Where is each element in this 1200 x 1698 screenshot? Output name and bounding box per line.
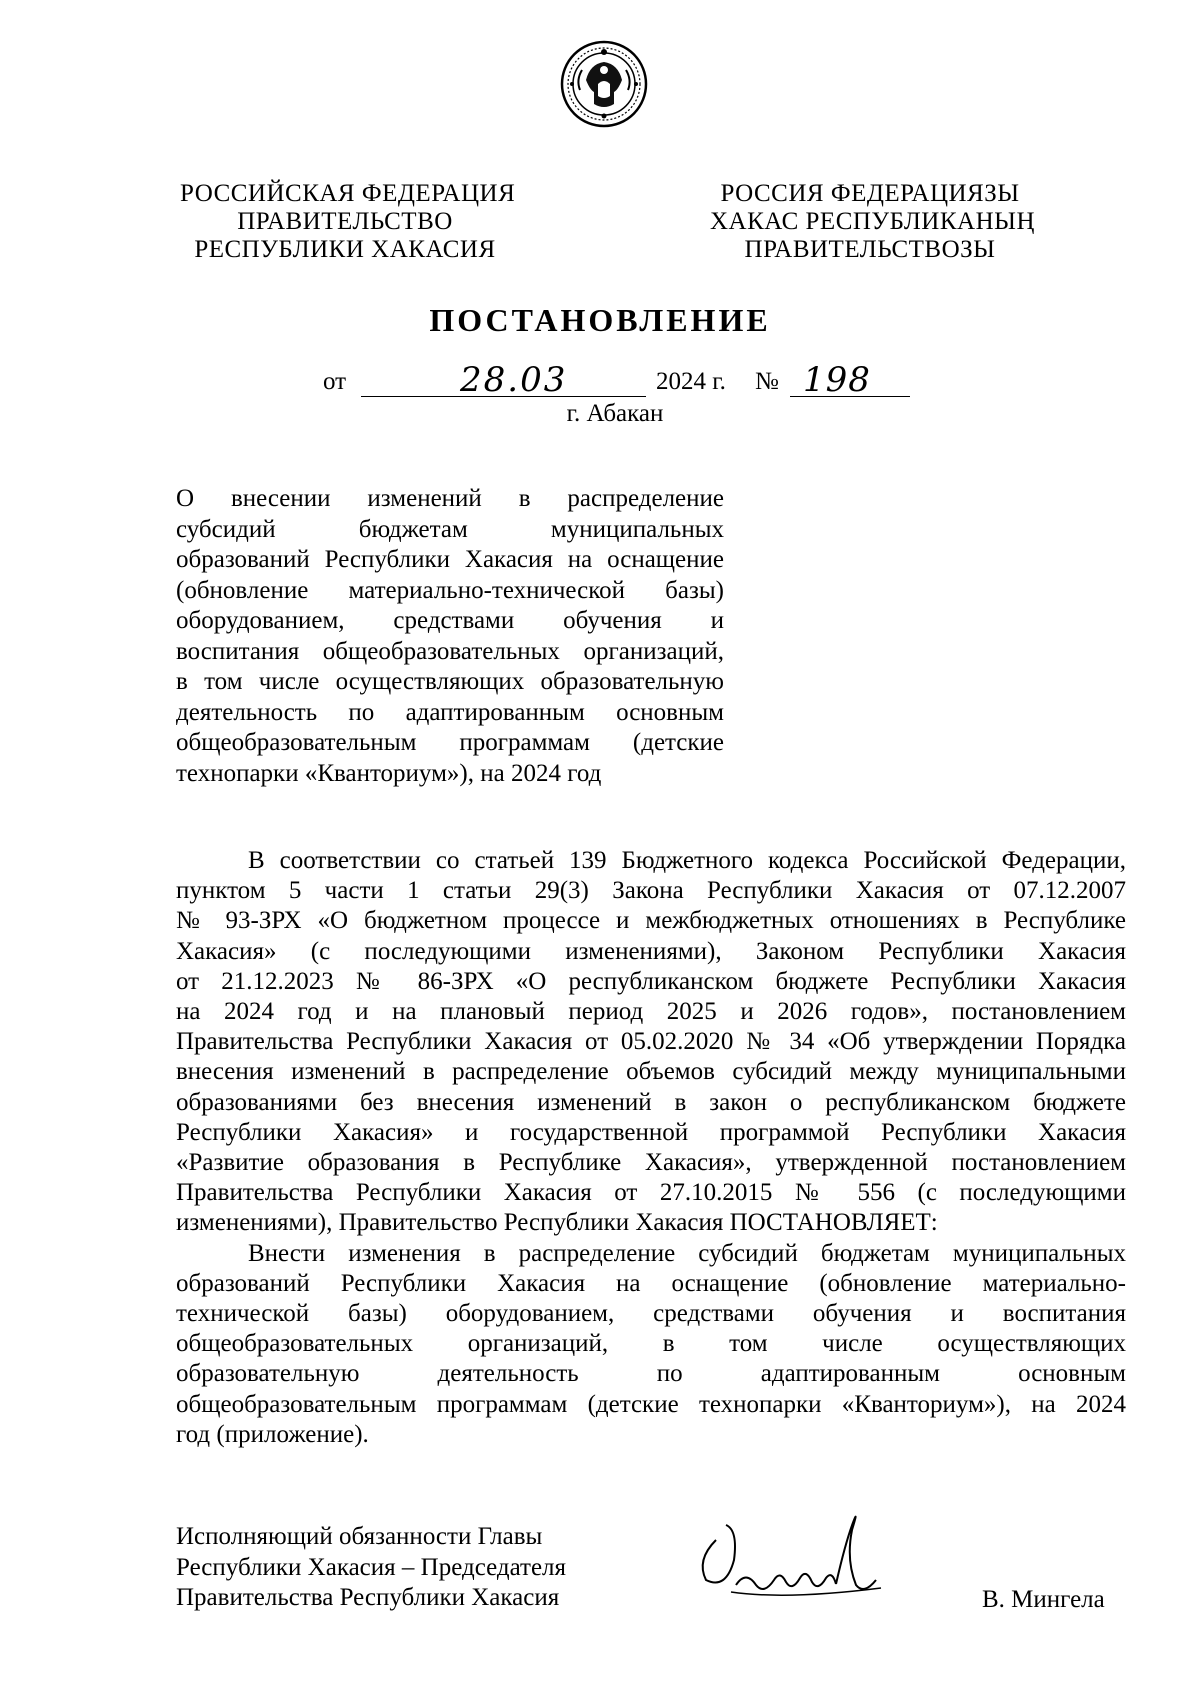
header-left-line: РЕСПУБЛИКИ ХАКАСИЯ xyxy=(194,236,496,263)
body-line: общеобразовательным программам (детские технопарки «Кванториум»), на 2024 xyxy=(176,1390,1126,1418)
document-year: 2024 г. xyxy=(656,368,726,395)
coat-of-arms-emblem xyxy=(560,40,648,128)
signatory-position-line: Исполняющий обязанности Главы xyxy=(176,1523,543,1550)
body-line: на 2024 год и на плановый период 2025 и 2026 годов», постановлением xyxy=(176,998,1126,1026)
subject-line: общеобразовательным программам (детские xyxy=(176,729,724,756)
subject-line: образований Республики Хакасия на оснащение xyxy=(176,546,724,573)
body-line: год (приложение). xyxy=(176,1420,369,1448)
body-line: Хакасия» (с последующими изменениями), Законом Республики Хакасия xyxy=(176,937,1126,965)
body-line: образованиями без внесения изменений в закон о республиканском бюджете xyxy=(176,1088,1126,1116)
city: г. Абакан xyxy=(566,400,664,427)
body-line: изменениями), Правительство Республики Хакасия ПОСТАНОВЛЯЕТ: xyxy=(176,1209,938,1237)
document-title: ПОСТАНОВЛЕНИЕ xyxy=(429,302,771,338)
header-russian xyxy=(180,180,516,264)
signatory-name: В. Мингела xyxy=(982,1586,1105,1613)
header-right-line: РОССИЯ ФЕДЕРАЦИЯЗЫ xyxy=(720,180,1020,207)
body-line: технической базы) оборудованием, средствами обучения и воспитания xyxy=(176,1300,1126,1328)
signatory-position xyxy=(176,1522,566,1614)
body-line: Внести изменения в распределение субсидий бюджетам муниципальных xyxy=(248,1239,1126,1267)
document-body xyxy=(176,846,1126,1450)
handwritten-date: 28.03 xyxy=(460,360,568,400)
subject-line: субсидий бюджетам муниципальных xyxy=(176,515,724,543)
document-subject xyxy=(176,484,724,789)
subject-line: (обновление материально-технической базы) xyxy=(176,576,724,604)
subject-line: воспитания общеобразовательных организаций, xyxy=(176,637,724,665)
subject-line: деятельность по адаптированным основным xyxy=(176,698,724,726)
signatory-position-line: Республики Хакасия – Председателя xyxy=(176,1553,567,1581)
header-left-line: РОССИЙСКАЯ ФЕДЕРАЦИЯ xyxy=(180,180,516,207)
date-number-line xyxy=(0,360,1200,404)
subject-line: в том числе осуществляющих образовательную xyxy=(176,668,724,695)
header-right-line: ХАКАС РЕСПУБЛИКАНЫҢ xyxy=(710,208,1036,235)
body-line: пунктом 5 части 1 статьи 29(3) Закона Республики Хакасия от 07.12.2007 xyxy=(176,877,1126,905)
body-line: Республики Хакасия» и государственной программой Республики Хакасия xyxy=(176,1118,1126,1146)
number-label: № xyxy=(755,368,779,395)
header-left-line: ПРАВИТЕЛЬСТВО xyxy=(237,208,453,235)
header-khakas xyxy=(710,180,1036,264)
date-from-label: от xyxy=(323,368,347,395)
subject-line: О внесении изменений в распределение xyxy=(176,485,724,512)
body-line: от 21.12.2023 № 86-ЗРХ «О республиканском бюджете Республики Хакасия xyxy=(176,967,1126,995)
header-right-line: ПРАВИТЕЛЬСТВОЗЫ xyxy=(744,236,996,263)
body-line: № 93-ЗРХ «О бюджетном процессе и межбюджетных отношениях в Республике xyxy=(176,907,1126,935)
body-line: В соответствии со статьей 139 Бюджетного кодекса Российской Федерации, xyxy=(248,847,1126,874)
body-line: образований Республики Хакасия на оснащение (обновление материально- xyxy=(176,1269,1126,1297)
subject-line: технопарки «Кванториум»), на 2024 год xyxy=(176,759,602,787)
body-line: общеобразовательных организаций, в том числе осуществляющих xyxy=(176,1330,1126,1358)
body-line: внесения изменений в распределение объемов субсидий между муниципальными xyxy=(176,1058,1126,1086)
body-line: образовательную деятельность по адаптированным основным xyxy=(176,1360,1126,1388)
handwritten-number: 198 xyxy=(803,360,871,400)
signatory-position-line: Правительства Республики Хакасия xyxy=(176,1584,560,1611)
handwritten-signature xyxy=(686,1500,906,1610)
body-line: «Развитие образования в Республике Хакасия», утвержденной постановлением xyxy=(176,1149,1126,1177)
subject-line: оборудованием, средствами обучения и xyxy=(176,607,724,634)
body-line: Правительства Республики Хакасия от 27.10.2015 № 556 (с последующими xyxy=(176,1179,1126,1207)
body-line: Правительства Республики Хакасия от 05.02.2020 № 34 «Об утверждении Порядка xyxy=(176,1028,1126,1056)
